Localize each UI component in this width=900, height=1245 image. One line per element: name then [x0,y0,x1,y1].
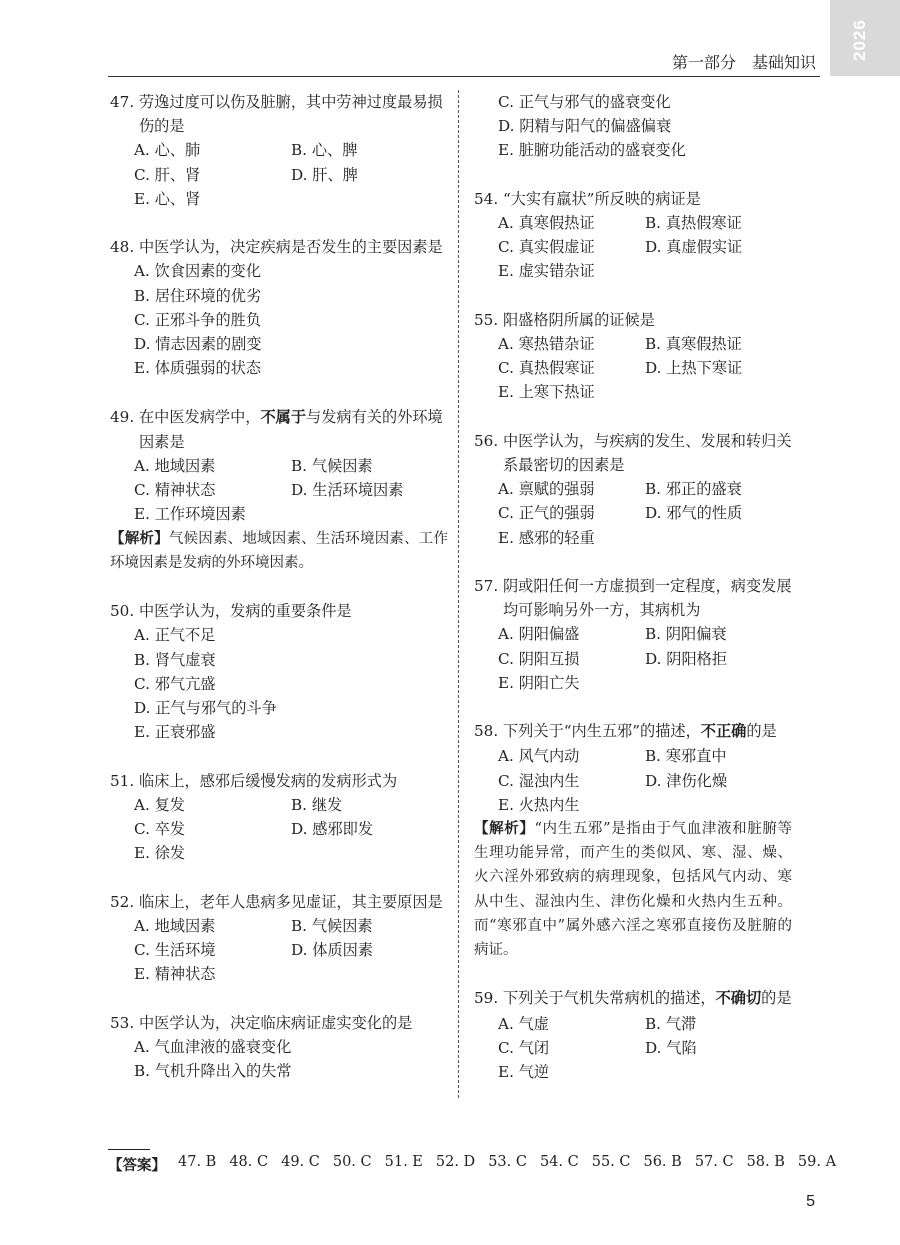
answer-option: D. 邪气的性质 [645,504,743,523]
question-stem [110,235,448,259]
answer-option: A. 真寒假热证 [498,214,595,232]
question-stem [474,429,792,477]
question-emphasis: 不正确 [700,723,747,741]
question-block [474,574,792,695]
option-row [498,114,792,138]
analysis-text: “内生五邪”是指由于气血津液和脏腑等生理功能异常，而产生的类似风、寒、湿、燥、火六淫外邪致病的病理现象，包括风气内动、寒从中生、湿浊内生、津伤化燥和火热内生五种。而“寒邪直中”属外感六淫之寒邪直接伤及脏腑的病证。 [474,821,793,959]
answer-option: D. 气陷 [645,1038,697,1057]
option-row [498,90,792,114]
option-row [498,211,792,235]
option-row [134,793,448,817]
option-row [134,696,448,720]
option-row [134,648,448,672]
question-block [110,90,448,211]
option-row [498,1060,792,1084]
answer-option: B. 真寒假热证 [645,335,742,353]
year-tab [830,0,900,76]
answer-option: B. 气滞 [645,1014,697,1033]
answer-option: D. 生活环境因素 [291,481,404,500]
question-text-part: 下列关于气机失常病机的描述， [502,989,716,1008]
question-text-part: 的是 [746,722,777,741]
answer-option: A. 风气内动 [498,747,580,766]
answer-key [108,1154,849,1175]
question-number: 57. [474,577,503,595]
option-row [134,187,448,211]
question-text [503,986,792,1011]
question-text: 中医学认为，决定疾病是否发生的主要因素是 [138,238,443,257]
question-number: 58. [474,722,503,741]
question-block [110,599,448,744]
answer-options [474,1012,792,1085]
question-text-part: 在中医发病学中， [138,407,261,426]
question-block [110,890,448,987]
question-stem [110,90,448,138]
question-block [474,429,792,550]
option-row [498,647,792,671]
answer-option: C. 生活环境 [134,941,216,960]
answer-key-item: 53. C [488,1154,527,1170]
answer-option: C. 真实假虚证 [498,238,595,257]
answer-option: C. 肝、肾 [134,165,201,184]
option-row [498,1036,792,1060]
answer-option: E. 阴阳亡失 [498,673,580,692]
question-text: “大实有羸状”所反映的病证是 [502,189,701,208]
question-stem [474,574,792,622]
option-row [498,138,792,162]
answer-option: E. 精神状态 [134,965,216,984]
option-row [134,308,448,332]
answer-option: B. 气候因素 [291,916,373,935]
option-row [134,1059,448,1083]
question-number: 59. [474,989,503,1008]
question-block [474,308,792,405]
answer-option: E. 脏腑功能活动的盛衰变化 [498,141,686,160]
answer-option: C. 真热假寒证 [498,359,595,378]
question-text-part: 的是 [761,989,792,1008]
answer-option: E. 体质强弱的状态 [134,359,262,378]
answer-option: C. 精神状态 [134,481,216,500]
question-number: 53. [110,1013,139,1032]
answer-option: C. 正邪斗争的胜负 [134,310,262,329]
question-number: 48. [110,238,139,257]
left-column [110,90,448,1107]
answer-option: D. 阴阳格拒 [645,649,728,668]
answer-key-item: 55. C [591,1154,631,1170]
answer-option: C. 阴阳互损 [498,649,580,668]
question-text: 劳逸过度可以伤及脏腑，其中劳神过度最易损伤的是 [138,93,443,136]
answer-option: B. 继发 [291,795,343,814]
answer-option: A. 气虚 [498,1014,549,1033]
question-number: 55. [474,310,503,329]
answer-key-item: 51. E [384,1154,423,1170]
answer-option: A. 复发 [134,795,185,814]
option-row [498,235,792,259]
option-row [134,138,448,162]
option-row [134,454,448,478]
answer-option: B. 气候因素 [291,457,373,476]
question-block [110,1011,448,1084]
page-number: 5 [806,1193,815,1210]
answer-options [110,1035,448,1083]
answer-option: E. 气逆 [498,1063,550,1082]
question-text: 阳盛格阴所属的证候是 [502,310,655,329]
question-stem [110,769,448,793]
answer-key-item: 59. A [797,1154,837,1170]
answer-options [474,477,792,550]
answer-option: E. 上寒下热证 [498,383,595,402]
answer-key-item: 48. C [229,1154,269,1170]
question-stem [110,599,448,623]
question-text [503,719,792,744]
answer-options [110,259,448,380]
analysis-label: 【解析】 [110,530,169,547]
answer-option: A. 饮食因素的变化 [134,262,261,281]
answer-option: C. 正气的强弱 [498,504,595,523]
option-row [498,501,792,525]
answer-option: A. 寒热错杂证 [498,335,595,353]
answer-option: E. 心、肾 [134,189,201,208]
answer-option: B. 肾气虚衰 [134,650,216,669]
question-block [474,719,792,962]
answer-option: D. 真虚假实证 [645,238,743,257]
answer-option: C. 卒发 [134,820,186,839]
question-emphasis: 不属于 [260,408,307,426]
option-row [134,163,448,187]
question-number: 56. [474,431,503,450]
question-text: 临床上，感邪后缓慢发病的发病形式为 [138,771,398,790]
answer-key-label: 【答案】 [108,1158,166,1174]
section-title: 第一部分 基础知识 [671,55,816,72]
answer-option: C. 湿浊内生 [498,771,580,790]
option-row [134,672,448,696]
option-row [134,914,448,938]
question-text: 阴或阳任何一方虚损到一定程度，病变发展均可影响另外一方，其病机为 [502,577,792,620]
option-row [498,380,792,404]
answer-options [110,793,448,866]
question-stem [474,187,792,211]
question-emphasis: 不确切 [715,990,762,1008]
option-row [498,332,792,356]
answer-option: E. 火热内生 [498,795,580,814]
answer-options [474,744,792,817]
answer-option: A. 气血津液的盛衰变化 [134,1037,292,1056]
answer-options [110,138,448,211]
answer-option: C. 邪气亢盛 [134,674,216,693]
option-row [134,962,448,986]
answer-key-item: 56. B [643,1154,682,1170]
analysis-note [474,817,792,962]
question-number: 49. [110,407,139,426]
option-row [134,938,448,962]
option-row [134,817,448,841]
answer-option: B. 真热假寒证 [645,214,742,232]
question-text: 中医学认为，决定临床病证虚实变化的是 [138,1013,413,1032]
answer-option: B. 心、脾 [291,141,358,160]
answer-option: A. 地域因素 [134,457,216,476]
answer-option: B. 寒邪直中 [645,747,727,766]
column-divider [458,90,459,1098]
question-block [474,986,792,1084]
answer-option: E. 正衰邪盛 [134,723,216,742]
year-label: 2026 [850,19,869,61]
question-block [110,405,448,575]
option-row [498,259,792,283]
option-row [134,720,448,744]
answer-key-item: 58. B [746,1154,785,1170]
analysis-label: 【解析】 [474,821,535,838]
question-number: 50. [110,602,139,621]
question-stem [474,719,792,744]
answer-options [110,914,448,987]
answer-key-item: 52. D [435,1154,476,1170]
option-row [498,769,792,793]
answer-key-item: 49. C [281,1154,320,1170]
question-number: 51. [110,771,139,790]
answer-key-item: 47. B [178,1154,217,1170]
question-text: 中医学认为，与疾病的发生、发展和转归关系最密切的因素是 [502,431,792,474]
answer-option: E. 工作环境因素 [134,505,246,524]
question-block [474,90,792,163]
answer-option: D. 正气与邪气的斗争 [134,699,277,718]
answer-option: E. 感邪的轻重 [498,528,595,547]
question-text: 中医学认为，发病的重要条件是 [138,602,352,621]
answer-option: D. 肝、脾 [291,165,358,184]
question-text: 临床上，老年人患病多见虚证，其主要原因是 [138,892,443,911]
option-row [498,526,792,550]
option-row [498,671,792,695]
question-stem [110,890,448,914]
answer-option: A. 地域因素 [134,916,216,935]
question-block [110,769,448,866]
answer-option: E. 徐发 [134,844,186,863]
option-row [134,841,448,865]
option-row [498,356,792,380]
question-stem [110,405,448,454]
option-row [134,284,448,308]
answer-option: D. 津伤化燥 [645,771,728,790]
question-text-part: 下列关于“内生五邪”的描述， [502,722,701,741]
answer-option: A. 心、肺 [134,141,201,160]
answer-options [110,623,448,744]
answer-option: C. 气闭 [498,1038,550,1057]
answer-option: C. 正气与邪气的盛衰变化 [498,93,671,111]
option-row [134,478,448,502]
answer-option: A. 阴阳偏盛 [498,625,580,644]
answer-option: D. 情志因素的剧变 [134,335,262,354]
question-number: 52. [110,892,139,911]
answer-option: B. 邪正的盛衰 [645,480,742,499]
answer-option: B. 阴阳偏衰 [645,625,727,644]
option-row [498,793,792,817]
option-row [134,502,448,526]
answer-option: A. 正气不足 [134,626,216,645]
answer-options [474,90,792,163]
option-row [134,259,448,283]
question-stem [474,308,792,332]
answer-option: D. 阴精与阳气的偏盛偏衰 [498,117,672,136]
answer-option: B. 居住环境的优劣 [134,286,262,305]
question-text-part: 与发病有关的外环境因素是 [138,407,443,451]
answer-options [474,332,792,405]
option-row [134,332,448,356]
option-row [498,744,792,768]
question-stem [474,986,792,1011]
question-number: 54. [474,189,503,208]
answer-option: D. 上热下寒证 [645,359,743,378]
answer-key-rule [108,1149,150,1150]
answer-option: D. 感邪即发 [291,820,374,839]
option-row [134,1035,448,1059]
option-row [134,356,448,380]
option-row [498,1012,792,1036]
answer-options [474,622,792,695]
answer-option: E. 虚实错杂证 [498,262,595,281]
option-row [498,477,792,501]
answer-option: A. 禀赋的强弱 [498,480,595,499]
answer-option: D. 体质因素 [291,941,374,960]
option-row [498,622,792,646]
answer-option: B. 气机升降出入的失常 [134,1062,292,1081]
answer-key-item: 57. C [694,1154,734,1170]
right-column [474,90,792,1108]
question-block [110,235,448,380]
answer-key-item: 50. C [332,1154,372,1170]
analysis-note [110,527,448,575]
question-stem [110,1011,448,1035]
header-rule [108,76,820,77]
question-text [139,405,448,454]
answer-key-item: 54. C [539,1154,579,1170]
option-row [134,623,448,647]
answer-options [110,454,448,527]
analysis-text: 气候因素、地域因素、生活环境因素、工作环境因素是发病的外环境因素。 [110,530,449,571]
question-number: 47. [110,93,139,111]
question-block [474,187,792,284]
answer-options [474,211,792,284]
